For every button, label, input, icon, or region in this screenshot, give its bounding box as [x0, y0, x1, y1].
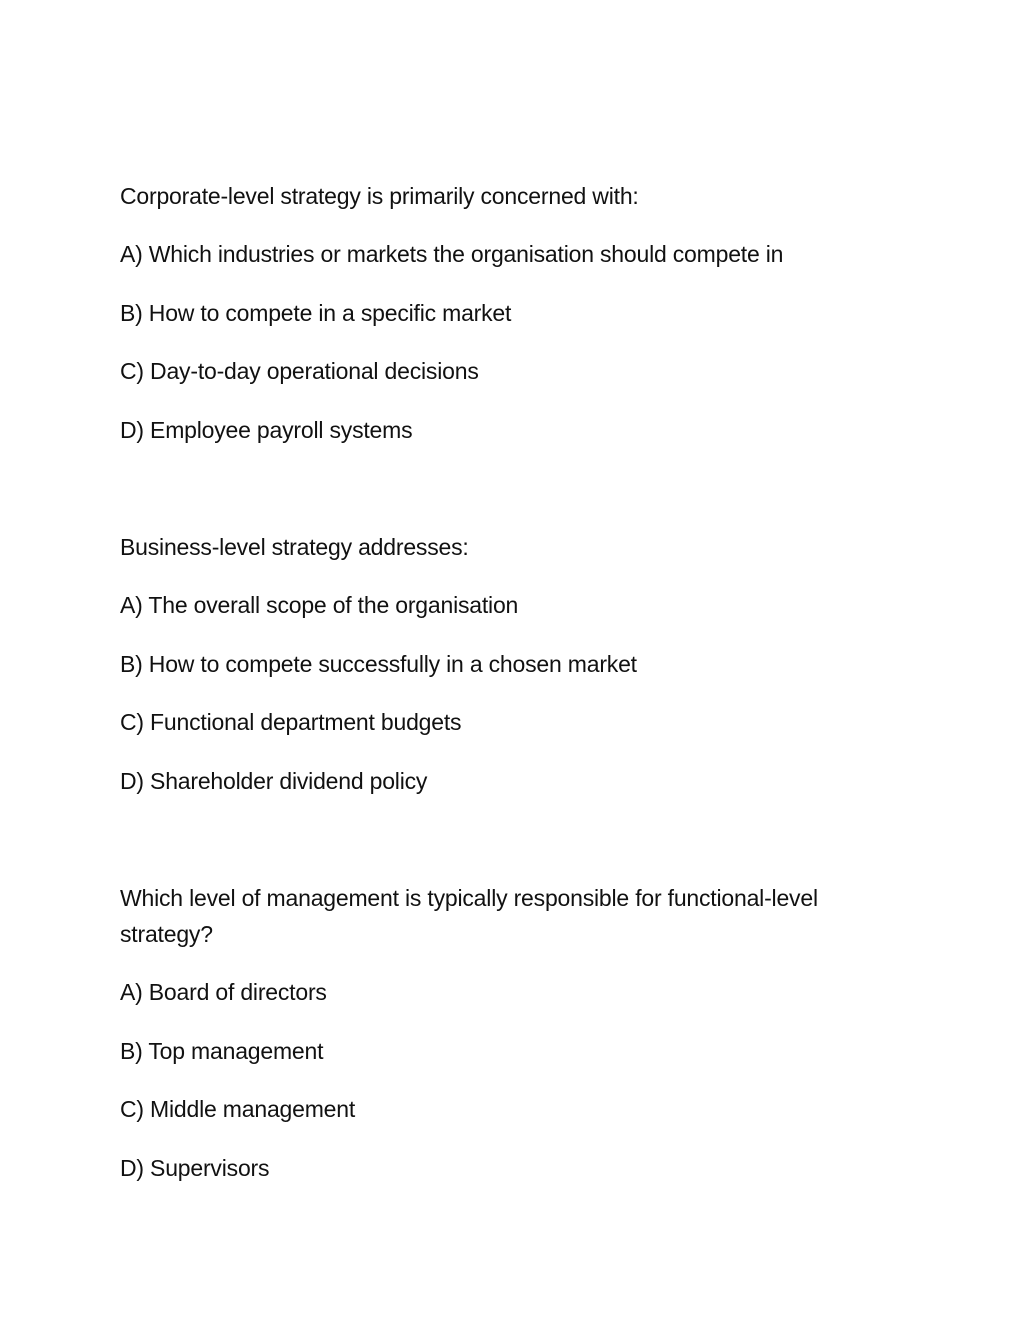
answer-option-b: B) Top management — [120, 1037, 324, 1064]
question-block — [120, 529, 900, 799]
answer-option-d: D) Supervisors — [120, 1154, 270, 1181]
question-block — [120, 880, 900, 1186]
option-list — [120, 236, 900, 448]
answer-option-b: B) How to compete in a specific market — [120, 299, 512, 326]
answer-option-b: B) How to compete successfully in a chosen market — [120, 650, 637, 677]
answer-option-a: A) Board of directors — [120, 979, 327, 1005]
question-text: Corporate-level strategy is primarily concerned with: — [120, 183, 639, 209]
answer-option-d: D) Employee payroll systems — [120, 416, 413, 443]
option-list — [120, 587, 900, 799]
answer-option-c: C) Functional department budgets — [120, 709, 462, 735]
question-text: Which level of management is typically responsible for functional-level strategy? — [120, 885, 818, 947]
question-text: Business-level strategy addresses: — [120, 534, 469, 560]
answer-option-a: A) The overall scope of the organisation — [120, 592, 519, 618]
answer-option-c: C) Day-to-day operational decisions — [120, 358, 479, 384]
answer-option-a: A) Which industries or markets the organisation should compete in — [120, 241, 784, 267]
question-block — [120, 178, 900, 448]
answer-option-d: D) Shareholder dividend policy — [120, 767, 428, 794]
answer-option-c: C) Middle management — [120, 1096, 356, 1122]
option-list — [120, 974, 900, 1186]
